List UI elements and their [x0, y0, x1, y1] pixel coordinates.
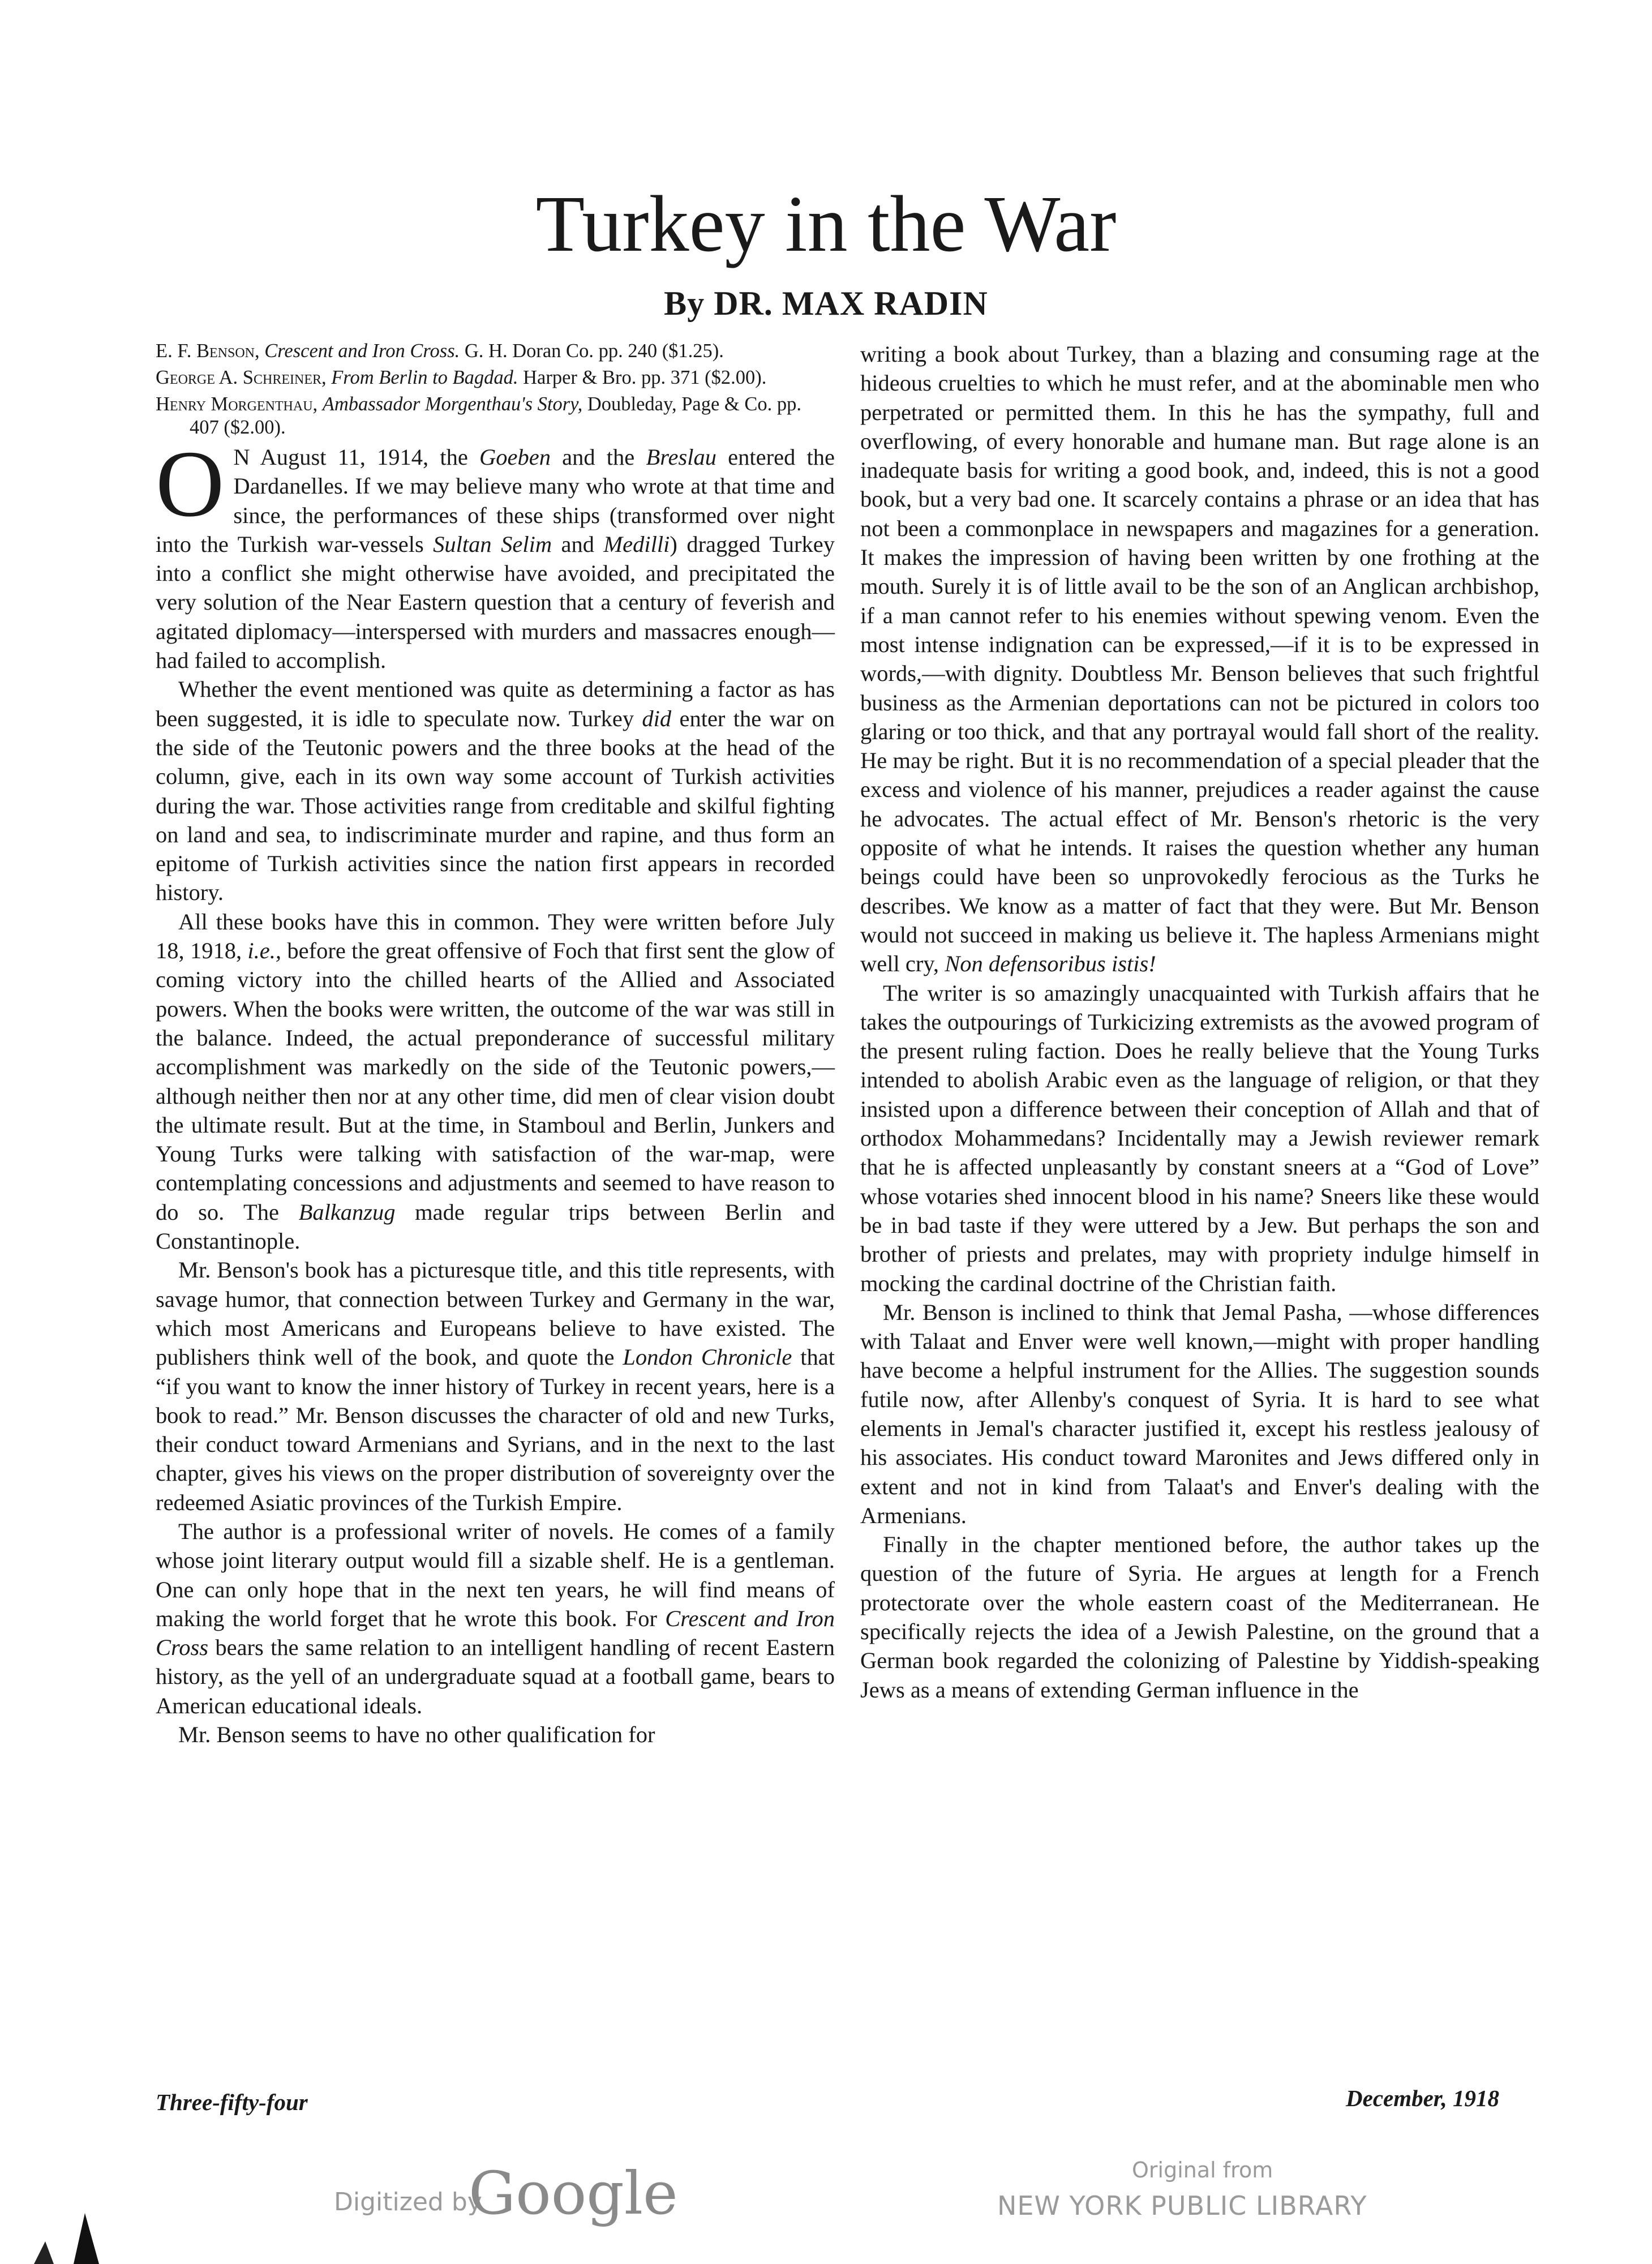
paragraph [860, 340, 1539, 979]
reference-item: George A. Schreiner, From Berlin to Bagdad. Harper & Bro. pp. 371 ($2.00). [156, 367, 767, 388]
reference-author: George A. Schreiner [156, 367, 321, 388]
italic-run: Sultan Selim [433, 531, 552, 557]
paragraph [860, 1530, 1539, 1704]
text-run: made regular trips between Berlin and Constantinople. [156, 1199, 835, 1254]
text-run: Whether the event mentioned was quite as determining a factor as has been suggested, it is idle to speculate now. Turkey [156, 676, 835, 731]
reference-title: From Berlin to Bagdad. [331, 367, 518, 388]
text-run: N August 11, 1914, the [233, 444, 479, 470]
article-title: Turkey in the War [535, 179, 1117, 268]
italic-run: Breslau [646, 444, 716, 470]
article-byline: By DR. MAX RADIN [664, 285, 988, 322]
italic-run: Goeben [479, 444, 551, 470]
paragraph [156, 1255, 835, 1517]
paragraph [860, 1298, 1539, 1530]
text-run: The author is a professional writer of novels. He comes of a family whose joint literary output would fill a sizable shelf. He is a gentleman. One can only hope that in the next ten years, he will find means of making the world forget that he wrote this book. For [156, 1518, 835, 1631]
text-run: The writer is so amazingly unacquainted with Turkish affairs that he takes the outpourings of Turkicizing extremists as the avowed program of the present ruling faction. Does he really believe that the Young Turks intended to abolish Arabic even as the language of religion, or that they insisted upon a difference between their conception of Allah and that of orthodox Mohammedans? Incidentally may a Jewish reviewer remark that he is affected unpleasantly by constant sneers at a “God of Love” whose votaries shed innocent blood in his name? Sneers like these would be in bad taste if they were uttered by a Jew. But perhaps the son and brother of priests and prelates, may with propriety indulge himself in mocking the cardinal doctrine of the Christian faith. [860, 980, 1539, 1296]
reference-details: Harper & Bro. pp. 371 ($2.00). [518, 367, 767, 388]
text-run: Mr. Benson is inclined to think that Jemal Pasha, —whose differences with Talaat and Enver were well known,—might with proper handling have become a helpful instrument for the Allies. The suggestion sounds futile now, after Allenby's conquest of Syria. It is hard to see what elements in Jemal's character justified it, except his restless jealousy of his associates. His conduct toward Maronites and Jews differed only in extent and not in kind from Talaat's and Enver's dealing with the Armenians. [860, 1299, 1539, 1528]
text-run: and [552, 531, 604, 557]
text-run: Finally in the chapter mentioned before, the author takes up the question of the future of Syria. He argues at length for a French protectorate over the whole eastern coast of the Mediterranean. He specifically rejects the idea of a Jewish Palestine, on the ground that a German book regarded the colonizing of Palestine by Yiddish-speaking Jews as a means of extending German influence in the [860, 1532, 1539, 1703]
reference-details: Doubleday, Page & Co. pp. 407 ($2.00). [190, 393, 801, 438]
reference-details: G. H. Doran Co. pp. 240 ($1.25). [460, 340, 724, 362]
paragraph [156, 431, 835, 675]
paragraph [156, 907, 835, 1256]
drop-cap: O [156, 431, 225, 537]
text-run: bears the same relation to an intelligent handling of recent Eastern history, as the yell of an undergraduate squad at a football game, bears to American educational ideals. [156, 1635, 835, 1718]
text-run: enter the war on the side of the Teutonic powers and the three books at the head of the column, give, each in its own way some account of Turkish activities during the war. Those activities range from creditable and skilful fighting on land and sea, to indiscriminate murder and rapine, and thus form an epitome of Turkish activities since the nation first appears in recorded history. [156, 705, 835, 906]
italic-run: London Chronicle [623, 1344, 792, 1370]
italic-run: Non defensoribus istis! [945, 951, 1156, 977]
paragraph [156, 1720, 835, 1749]
reference-item: Henry Morgenthau, Ambassador Morgenthau's Story, Doubleday, Page & Co. pp. 407 ($2.00). [156, 393, 801, 438]
text-run: ) dragged Turkey into a conflict she might otherwise have avoided, and precipitated the very solution of the Near Eastern question that a century of feverish and agitated diplomacy—interspersed with murders and massacres enough—had failed to accomplish. [156, 531, 835, 674]
reference-title: Crescent and Iron Cross. [264, 340, 460, 362]
paragraph [156, 675, 835, 907]
text-run: writing a book about Turkey, than a blazing and consuming rage at the hideous cruelties to which he must refer, and at the abominable men who perpetrated or permitted them. In this he has the sympathy, full and overflowing, of every honorable and humane man. But rage alone is an inadequate basis for writing a good book, and, indeed, this is not a good book, but a very bad one. It scarcely contains a phrase or an idea that has not been a commonplace in newspapers and magazines for a generation. It makes the impression of having been written by one frothing at the mouth. Surely it is of little avail to be the son of an Anglican archbishop, if a man cannot refer to his enemies without spewing venom. Even the most intense indignation can be expressed,—if it is to be expressed in words,—with dignity. Doubtless Mr. Benson believes that such frightful business as the Armenian deportations can not be pictured in colors too glaring or too thick, and that any portrayal would fall short of the reality. He may be right. But it is no recommendation of a special pleader that the excess and violence of his manner, prejudices a reader against the cause he advocates. The actual effect of Mr. Benson's rhetoric is the very opposite of what he intends. It raises the question whether any human beings could have been so unprovokedly ferocious as the Turks he describes. We know as a matter of fact that they were. But Mr. Benson would not succeed in making us believe it. The hapless Armenians might well cry, [860, 341, 1539, 977]
reference-author: E. F. Benson [156, 340, 255, 362]
reference-author: Henry Morgenthau [156, 393, 313, 415]
reference-list [156, 340, 835, 439]
text-run: and the [550, 444, 646, 470]
reference-title: Ambassador Morgenthau's Story, [322, 393, 583, 415]
google-logo: Google [469, 2159, 678, 2228]
italic-run: Medilli [603, 531, 670, 557]
digitized-by-label: Digitized by [334, 2188, 482, 2216]
column-left [156, 340, 835, 1749]
scan-edge-mark [0, 2122, 147, 2264]
italic-run: Balkanzug [298, 1199, 396, 1225]
italic-run: did [642, 705, 672, 731]
paragraph [860, 979, 1539, 1298]
italic-run: Crescent and Iron Cross [156, 1605, 835, 1661]
text-run: Mr. Benson's book has a picturesque title, and this title represents, with savage humor, that connection between Turkey and Germany in the war, which most Americans and Europeans believe to have existed. The publishers think well of the book, and quote the [156, 1257, 835, 1370]
page-number: Three-fifty-four [156, 2089, 308, 2115]
italic-run: i.e., [247, 938, 282, 964]
column-right [860, 340, 1539, 1704]
original-from-label: Original from [1132, 2158, 1273, 2182]
paragraph [156, 1517, 835, 1720]
text-run: entered the Dardanelles. If we may believe many who wrote at that time and since, the performances of these ships (transformed over night into the Turkish war-vessels [156, 444, 835, 557]
issue-date: December, 1918 [1346, 2085, 1499, 2111]
text-run: that “if you want to know the inner history of Turkey in recent years, here is a book to read.” Mr. Benson discusses the character of old and new Turks, their conduct toward Armenians and Syrians, and in the next to the last chapter, gives his views on the proper distribution of sovereignty over the redeemed Asiatic provinces of the Turkish Empire. [156, 1344, 835, 1515]
text-run: Mr. Benson seems to have no other qualification for [178, 1722, 655, 1748]
reference-item: E. F. Benson, Crescent and Iron Cross. G. H. Doran Co. pp. 240 ($1.25). [156, 340, 724, 362]
text-run: before the great offensive of Foch that first sent the glow of coming victory into the chilled hearts of the Allied and Associated powers. When the books were written, the outcome of the war was still in the balance. Indeed, the actual preponderance of successful military accomplishment was markedly on the side of the Teutonic powers,—although neither then nor at any other time, did men of clear vision doubt the ultimate result. But at the time, in Stamboul and Berlin, Junkers and Young Turks were talking with satisfaction of the war-map, were contemplating concessions and adjustments and seemed to have reason to do so. The [156, 938, 835, 1225]
library-name: NEW YORK PUBLIC LIBRARY [997, 2190, 1367, 2221]
text-run: All these books have this in common. They were written before July 18, 1918, [156, 908, 835, 964]
